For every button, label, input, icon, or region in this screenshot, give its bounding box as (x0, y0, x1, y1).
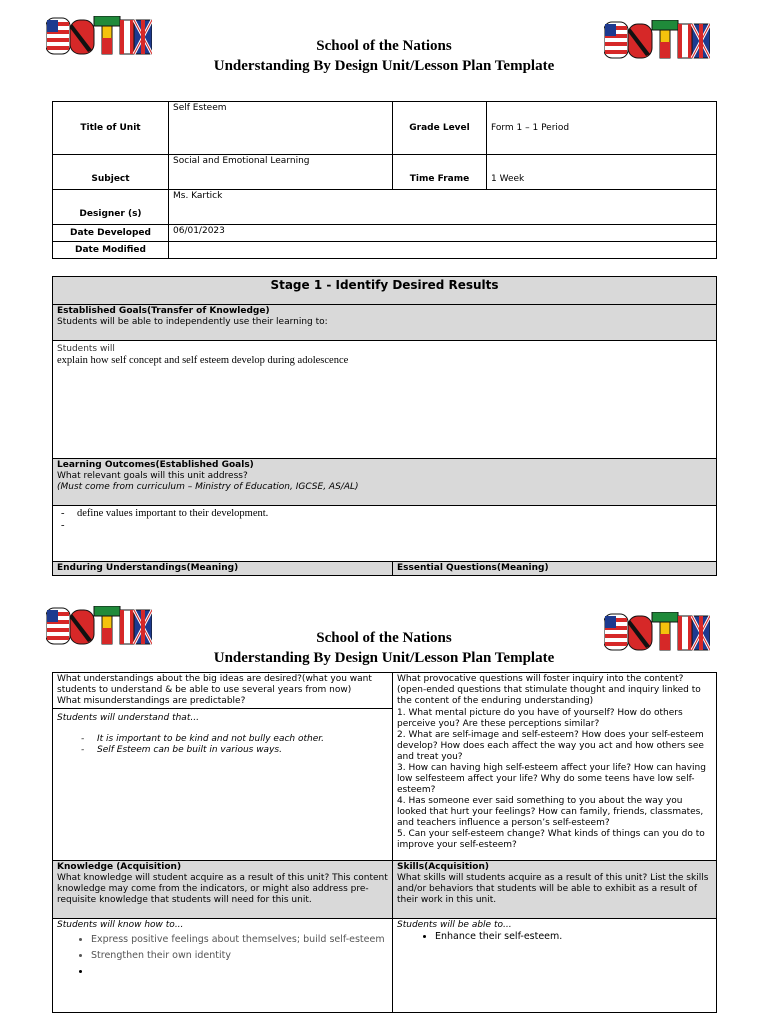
students-will-text: explain how self concept and self esteem develop during adolescence (57, 355, 349, 366)
essential-questions-prompt: What provocative questions will foster inquiry into the content?(open-ended questions that stimulate thought and inquiry linked to the content of the enduring understanding) (397, 674, 701, 706)
question-item: 1. What mental picture do you have of yourself? How do others perceive you? Are these perceptions similar? (397, 708, 683, 729)
able-to-list (397, 931, 712, 942)
unit-info-table (52, 101, 717, 259)
students-will-label: Students will (57, 344, 115, 354)
understand-list-cell[interactable] (53, 709, 393, 861)
grade-level-label: Grade Level (393, 102, 487, 155)
students-will-cell[interactable] (53, 341, 717, 459)
question-item: 3. How can having high self-esteem affect your life? How can having low selfesteem affect your life? Why do some teens have low self-esteem? (397, 763, 706, 795)
knowledge-prompt: What knowledge will student acquire as a result of this unit? This content knowledge may come from the indicators, or might also address pre-requisite knowledge that students will need for this unit. (57, 873, 388, 905)
understand-intro: Students will understand that... (57, 713, 199, 723)
header-title-block (0, 628, 768, 668)
stage1-table (52, 276, 717, 576)
page2-header (0, 600, 768, 670)
learning-outcomes-note: (Must come from curriculum – Ministry of Education, IGCSE, AS/AL) (57, 482, 359, 492)
question-item: 4. Has someone ever said something to you about the way you looked that hurt your feelings? How can family, friends, classmates, and teachers influence a person’s self-esteem? (397, 796, 704, 828)
able-to-item: • Enhance their self-esteem. (435, 931, 712, 942)
knowledge-heading: Knowledge (Acquisition) (57, 862, 182, 872)
date-modified-label: Date Modified (53, 242, 169, 259)
established-goals-heading: Established Goals(Transfer of Knowledge) (57, 306, 270, 316)
date-developed-value[interactable]: 06/01/2023 (169, 225, 717, 242)
skills-prompt: What skills will students acquire as a result of this unit? List the skills and/or behaviors that students will be able to exhibit as a result of their work in this unit. (397, 873, 709, 905)
learning-outcome-item (77, 520, 712, 532)
knowledge-cell (53, 861, 393, 919)
question-item: 5. Can your self-esteem change? What kinds of things can you do to improve your self-esteem? (397, 829, 705, 850)
know-how-cell[interactable] (53, 919, 393, 1013)
skills-heading: Skills(Acquisition) (397, 862, 489, 872)
essential-questions-heading: Essential Questions(Meaning) (393, 562, 717, 576)
understandings-prompt-cell (53, 673, 393, 709)
skills-cell (393, 861, 717, 919)
understand-item: - Self Esteem can be built in various ways. (97, 745, 388, 756)
learning-outcomes-subtext: What relevant goals will this unit address? (57, 471, 248, 481)
title-of-unit-label: Title of Unit (53, 102, 169, 155)
date-developed-label: Date Developed (53, 225, 169, 242)
learning-outcomes-list (57, 508, 712, 532)
learning-outcomes-cell (53, 459, 717, 506)
time-frame-value[interactable]: 1 Week (487, 155, 717, 190)
able-to-cell[interactable] (393, 919, 717, 1013)
question-item: 2. What are self-image and self-esteem? How does your self-esteem develop? How does each affect the way you act and how others see and treat you? (397, 730, 704, 762)
understandings-prompt: What understandings about the big ideas are desired?(what you want students to understand & be able to use several years from now) (57, 674, 372, 695)
designer-value[interactable]: Ms. Kartick (169, 190, 717, 225)
learning-outcomes-list-cell[interactable] (53, 506, 717, 562)
misunderstandings-prompt: What misunderstandings are predictable? (57, 696, 246, 706)
learning-outcome-item: - define values important to their development. (77, 508, 712, 520)
able-to-intro: Students will be able to... (397, 920, 512, 930)
learning-outcomes-heading: Learning Outcomes(Established Goals) (57, 460, 254, 470)
template-title: Understanding By Design Unit/Lesson Plan Template (213, 650, 555, 666)
subject-value[interactable]: Social and Emotional Learning (169, 155, 393, 190)
school-name: School of the Nations (316, 38, 452, 54)
stage1-continued-table (52, 672, 717, 1013)
enduring-understandings-heading: Enduring Understandings(Meaning) (53, 562, 393, 576)
know-how-item (91, 966, 388, 977)
established-goals-subtext: Students will be able to independently use their learning to: (57, 317, 328, 327)
page1-header (0, 10, 768, 80)
understand-list (57, 734, 388, 756)
stage1-title: Stage 1 - Identify Desired Results (53, 277, 717, 305)
grade-level-value[interactable]: Form 1 – 1 Period (487, 102, 717, 155)
know-how-intro: Students will know how to... (57, 920, 184, 930)
know-how-item: • Strengthen their own identity (91, 950, 388, 961)
template-title: Understanding By Design Unit/Lesson Plan Template (213, 58, 555, 74)
time-frame-label: Time Frame (393, 155, 487, 190)
understand-item: - It is important to be kind and not bully each other. (97, 734, 388, 745)
title-of-unit-value[interactable]: Self Esteem (169, 102, 393, 155)
essential-questions-cell[interactable] (393, 673, 717, 861)
school-name: School of the Nations (316, 630, 452, 646)
know-how-list (57, 934, 388, 977)
know-how-item: • Express positive feelings about themselves; build self-esteem (91, 934, 388, 945)
date-modified-value[interactable] (169, 242, 717, 259)
subject-label: Subject (53, 155, 169, 190)
designer-label: Designer (s) (53, 190, 169, 225)
header-title-block (0, 36, 768, 76)
established-goals-cell (53, 305, 717, 341)
